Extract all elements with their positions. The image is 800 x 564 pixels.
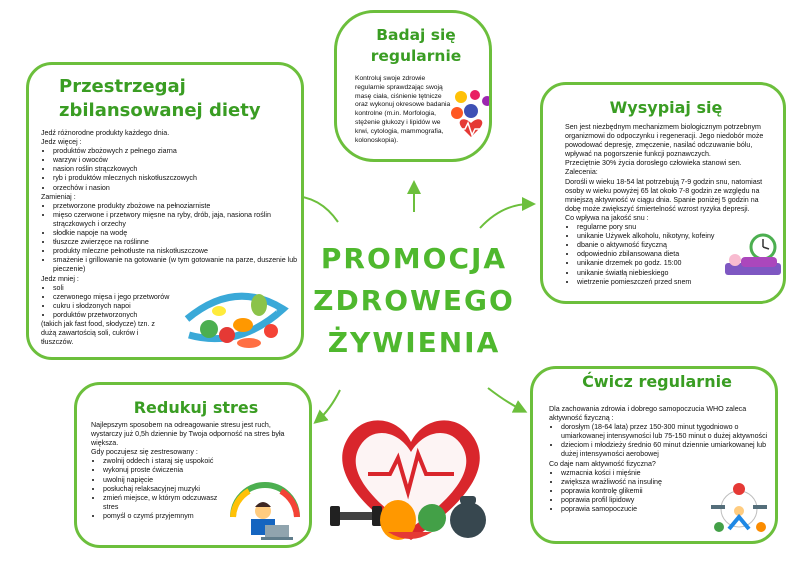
- list-item: • dzieciom i młodzieży średnio 60 minut dziennie umiarkowanej lub dużej intensywności aerobowej: [561, 441, 771, 459]
- list-item: • produkty mleczne pełnotłuste na niskotłuszczowe: [53, 247, 301, 256]
- diet-less-note: (takich jak fast food, słodycze) tzn. z dużą zawartością soli, cukrów i tłuszczów.: [41, 319, 155, 347]
- diet-intro: Jedź różnorodne produkty każdego dnia.: [41, 129, 170, 137]
- list-item: • ryb i produktów mlecznych niskotłuszczowych: [53, 174, 301, 183]
- list-item: • przetworzone produkty zbożowe na pełnoziarniste: [53, 202, 301, 211]
- list-item: • poprawia samopoczucie: [561, 505, 701, 514]
- list-item: • porduktów przetworzonych: [53, 311, 203, 320]
- exercise-title: Ćwicz regularnie: [582, 372, 732, 391]
- center-title-line-3: ŻYWIENIA: [327, 326, 501, 359]
- center-title: [300, 238, 528, 364]
- sleep-p2: Przeciętnie 30% życia dorosłego człowieka stanowi sen.: [565, 159, 742, 168]
- stress-p2: Gdy poczujesz się zestresowany :: [91, 448, 198, 457]
- diet-title: Przestrzegaj zbilansowanej diety: [59, 76, 261, 121]
- list-item: • uwolnij napięcie: [103, 476, 233, 485]
- checkup-text: Kontroluj swoje zdrowie regularnie sprawdzając swoją masę ciała, ciśnienie tętnicze oraz wykonuj okresowe badania kontrolne (m.in. Morfologia, stężenie glukozy i lipidów we krwi, cytologia, mammografia, kolonoskopia).: [355, 75, 451, 144]
- list-item: • soli: [53, 284, 203, 293]
- heart-healthy-food-icon: [328, 408, 494, 552]
- vegetables-measuring-tape-icon: [179, 279, 291, 359]
- checkup-title: Badaj się regularnie: [370, 26, 462, 65]
- diet-panel: [26, 62, 304, 360]
- exercise-fitness-icon: [709, 481, 771, 539]
- stress-p1: Najlepszym sposobem na odreagowanie stresu jest ruch, wystarczy już 0,5h dziennie by Twoja odporność na stres była większa.: [91, 421, 285, 448]
- list-item: • warzyw i owoców: [53, 156, 301, 165]
- diet-replace-label: Zamieniaj :: [41, 192, 76, 201]
- center-title-line-1: PROMOCJA: [320, 242, 508, 275]
- list-item: • zwolnij oddech i staraj się uspokoić: [103, 457, 233, 466]
- exercise-p1: Dla zachowania zdrowia i dobrego samopoczucia WHO zaleca aktywność fizyczną :: [549, 405, 747, 423]
- diet-more-label: Jedz więcej :: [41, 138, 82, 147]
- stress-panel: [74, 382, 312, 548]
- list-item: • dorosłym (18-64 lata) przez 150-300 minut tygodniowo o umiarkowanej intensywności lub 75-150 minut o dużej aktywności: [561, 423, 771, 441]
- exercise-p2: Co daje nam aktywność fizyczna?: [549, 459, 656, 468]
- list-item: • poprawia kontrolę glikemii: [561, 487, 701, 496]
- sleep-title: Wysypiaj się: [609, 98, 723, 117]
- list-item: • produktów zbożowych z pełnego ziarna: [53, 147, 301, 156]
- arrow-to-sleep: [480, 204, 530, 228]
- list-item: • zwiększa wrażliwość na insulinę: [561, 478, 701, 487]
- list-item: • wzmacnia kości i mięśnie: [561, 469, 701, 478]
- exercise-panel: [530, 366, 778, 544]
- list-item: • regularne pory snu: [577, 223, 775, 232]
- stress-title: Redukuj stres: [133, 398, 259, 417]
- center-title-line-2: ZDROWEGO: [313, 284, 515, 317]
- checkup-panel: [334, 10, 492, 162]
- diet-more-list: [53, 147, 301, 192]
- stressed-person-laptop-icon: [225, 477, 305, 543]
- list-item: • unikanie drzemek po godz. 15:00: [577, 259, 775, 268]
- arrow-to-exercise: [488, 388, 522, 410]
- list-item: • słodkie napoje na wodę: [53, 229, 301, 238]
- stress-list: [103, 457, 233, 521]
- sleep-p1: Sen jest niezbędnym mechanizmem biologicznym potrzebnym organizmowi do odpoczynku i regeneracji. Jego niedobór może powodować depresję, zmęczenie, nasilać odczuwanie bólu, wpływać na pogorszenie funkcji poznawczych.: [565, 123, 764, 159]
- sleep-influence-label: Co wpływa na jakość snu :: [565, 213, 649, 222]
- sleeping-person-clock-icon: [723, 233, 785, 279]
- sleep-panel: [540, 82, 786, 304]
- list-item: • wietrzenie pomieszczeń przed snem: [577, 278, 775, 287]
- exercise-list-1: [561, 423, 771, 459]
- list-item: • nasion roślin strączkowych: [53, 165, 301, 174]
- list-item: • tłuszcze zwierzęce na roślinne: [53, 238, 301, 247]
- list-item: • odpowiednio zbilansowana dieta: [577, 250, 775, 259]
- list-item: • zmień miejsce, w którym odczuwasz stres: [103, 494, 233, 512]
- health-checkup-icon: [449, 89, 492, 149]
- diet-less-label: Jedz mniej :: [41, 274, 79, 283]
- list-item: • poprawia profil lipidowy: [561, 496, 701, 505]
- sleep-p4: Dorośli w wieku 18-54 lat potrzebują 7-9 godzin snu, natomiast osoby w wieku powyżej 65 lat około 7-8 godzin ze względu na mniejszą aktywność w ciągu dnia. Spanie poniżej 5 godzin na dobę może zwiększyć śmiertelność wzrost ryzyka depresji.: [565, 177, 763, 213]
- list-item: • orzechów i nasion: [53, 184, 301, 193]
- sleep-p3: Zalecenia:: [565, 168, 598, 177]
- list-item: • smażenie i grillowanie na gotowanie (w tym gotowanie na parze, duszenie lub pieczenie): [53, 256, 301, 274]
- list-item: • unikanie Używek alkoholu, nikotyny, kofeiny: [577, 232, 775, 241]
- list-item: • pomyśl o czymś przyjemnym: [103, 512, 233, 521]
- list-item: • posłuchaj relaksacyjnej muzyki: [103, 485, 233, 494]
- list-item: • unikanie światłą niebieskiego: [577, 269, 775, 278]
- diet-replace-list: [53, 202, 301, 275]
- list-item: • mięso czerwone i przetwory mięsne na ryby, drób, jaja, nasiona roślin strączkowych i orzechy: [53, 211, 301, 229]
- list-item: • wykonuj proste ćwiczenia: [103, 466, 233, 475]
- list-item: • cukru i słodzonych napoi: [53, 302, 203, 311]
- list-item: • czerwonego mięsa i jego przetworów: [53, 293, 203, 302]
- list-item: • dbanie o aktywność fizyczną: [577, 241, 775, 250]
- exercise-list-2: [561, 469, 701, 514]
